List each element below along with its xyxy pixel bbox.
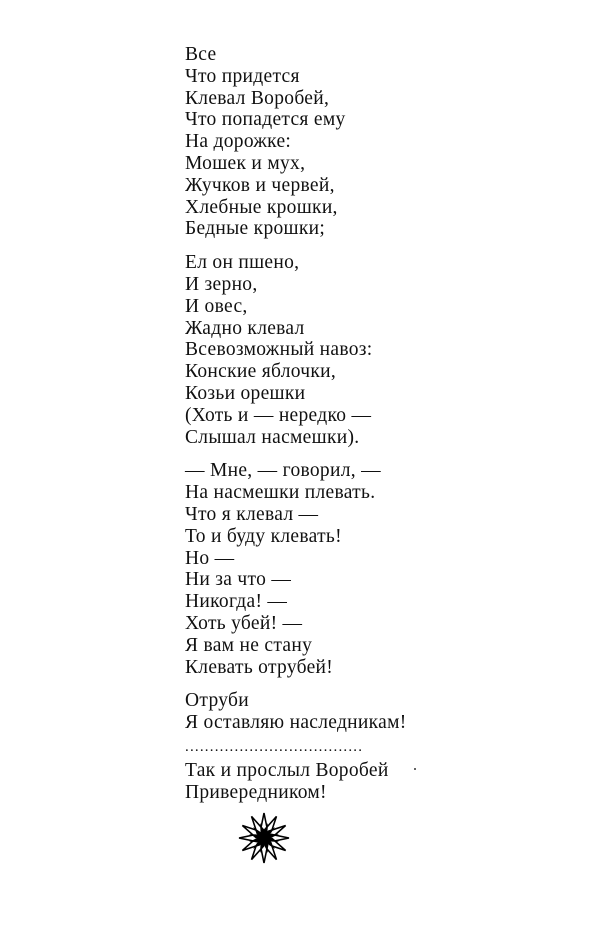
poem-line: Ел он пшено, — [185, 252, 300, 274]
print-speck — [414, 768, 416, 770]
poem-line: На дорожке: — [185, 131, 292, 153]
poem-line: Всевозможный навоз: — [185, 339, 373, 361]
poem-line: Привередником! — [185, 781, 327, 803]
stanza-4 — [185, 690, 407, 756]
poem-line: Так и прослыл Воробей — [185, 759, 389, 781]
poem-line: Хоть убей! — — [185, 612, 303, 634]
poem-line: Слышал насмешки). — [185, 426, 360, 448]
poem-line: Что попадется ему — [185, 109, 346, 131]
stanza-5 — [185, 760, 407, 804]
poem-line: Отруби — [185, 690, 249, 712]
poem-line: Конские яблочки, — [185, 361, 337, 383]
poem-line: Бедные крошки; — [185, 218, 326, 240]
stanza-3 — [185, 460, 407, 678]
poem-line: Клевал Воробей, — [185, 87, 330, 109]
poem-line: Все — [185, 44, 217, 65]
stanza-2 — [185, 252, 407, 448]
poem-line: Жучков и червей, — [185, 174, 335, 196]
poem-line: Клевать отрубей! — [185, 656, 334, 678]
poem-line: И овес, — [185, 295, 248, 317]
poem-line: Ни за что — — [185, 569, 292, 591]
poem-line: Козьи орешки — [185, 382, 306, 404]
poem-line: Я оставляю наследникам! — [185, 712, 407, 734]
poem — [185, 44, 407, 804]
poem-line: Что придется — [185, 65, 300, 87]
poem-line: Жадно клевал — [185, 317, 305, 339]
poem-line: — Мне, — говорил, — — [185, 460, 381, 482]
poem-line: Но — — [185, 547, 235, 569]
poem-line: То и буду клевать! — [185, 525, 342, 547]
poem-line: Хлебные крошки, — [185, 196, 338, 218]
poem-line: Я вам не стану — [185, 634, 313, 656]
poem-line: На насмешки плевать. — [185, 482, 376, 504]
starburst-ornament-icon — [238, 812, 290, 864]
poem-line: (Хоть и — нередко — — [185, 404, 372, 426]
stanza-1 — [185, 44, 407, 240]
ellipsis-separator: .................................... — [185, 738, 364, 755]
poem-line: Никогда! — — [185, 591, 288, 613]
poem-line: Что я клевал — — [185, 503, 319, 525]
poem-line: Мошек и мух, — [185, 152, 306, 174]
poem-line: И зерно, — [185, 273, 258, 295]
